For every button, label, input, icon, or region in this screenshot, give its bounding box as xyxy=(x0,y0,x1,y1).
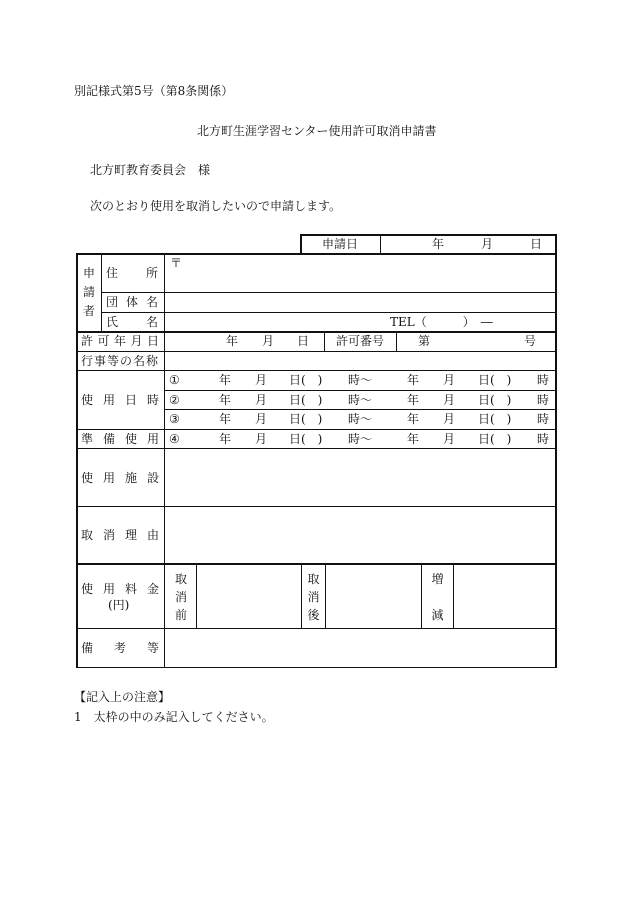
notes-heading: 【記入上の注意】 xyxy=(74,690,171,704)
remarks-label: 備 考 等 xyxy=(81,641,159,655)
permit-number-suffix: 号 xyxy=(524,334,537,348)
permit-date-day: 日 xyxy=(297,334,310,348)
permit-date-year: 年 xyxy=(226,334,239,348)
event-name-label: 行事等の名称 xyxy=(81,354,160,368)
fee-label: 使 用 料 金 xyxy=(81,582,159,596)
form-number: 別記様式第5号（第8条関係） xyxy=(74,84,234,98)
applicant-label: 申 請 者 xyxy=(82,266,95,318)
group-name-label: 団 体 名 xyxy=(106,295,158,309)
tel-field: TEL（ ） ― xyxy=(390,315,493,329)
reason-label: 取 消 理 由 xyxy=(81,528,159,542)
intro-text: 次のとおり使用を取消したいので申請します。 xyxy=(90,199,342,213)
fee-unit: (円) xyxy=(108,598,130,612)
difference-label: 増 減 xyxy=(431,572,444,622)
permit-date-label: 許 可 年 月 日 xyxy=(81,334,159,348)
use-datetime-label: 使 用 日 時 xyxy=(81,393,159,407)
permit-number-prefix: 第 xyxy=(418,334,431,348)
permit-date-month: 月 xyxy=(262,334,275,348)
apply-date-year: 年 xyxy=(432,237,445,251)
facility-label: 使 用 施 設 xyxy=(81,471,159,485)
page-title: 北方町生涯学習センター使用許可取消申請書 xyxy=(197,124,437,138)
permit-number-label: 許可番号 xyxy=(336,334,385,348)
apply-date-label: 申請日 xyxy=(322,237,359,251)
before-cancel-label: 取 消 前 xyxy=(174,572,187,622)
after-cancel-label: 取 消 後 xyxy=(307,572,320,622)
apply-date-month: 月 xyxy=(481,237,494,251)
postal-mark: 〒 xyxy=(170,256,183,270)
name-label: 氏 名 xyxy=(106,315,158,329)
apply-date-day: 日 xyxy=(530,237,543,251)
address-label: 住 所 xyxy=(106,266,158,280)
addressee: 北方町教育委員会 様 xyxy=(90,163,211,177)
notes-item-1: 1 太枠の中のみ記入してください。 xyxy=(74,710,274,724)
prep-use-label: 準 備 使 用 xyxy=(81,432,159,446)
